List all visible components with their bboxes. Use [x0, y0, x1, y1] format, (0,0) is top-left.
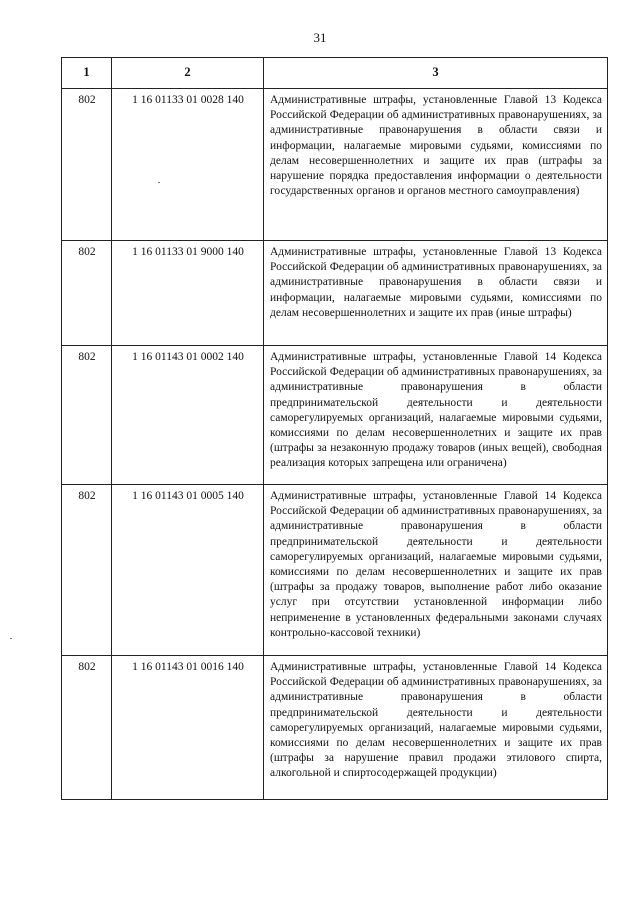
admin-code-cell: 802 — [62, 241, 112, 346]
table-header-row — [62, 58, 608, 89]
table-row — [62, 656, 608, 800]
admin-code-cell: 802 — [62, 656, 112, 800]
description-cell: Административные штрафы, установленные Главой 13 Кодекса Российской Федерации об административных правонарушениях, за административные правонарушения в области связи и информации, налагаемые мировыми судьями, комиссиями по делам несовершеннолетних и защите их прав (штрафы за нарушение порядка предоставления информации о деятельности государственных органов и органов местного самоуправления) — [264, 89, 608, 241]
description-cell: Административные штрафы, установленные Главой 14 Кодекса Российской Федерации об административных правонарушениях, за административные правонарушения в области предпринимательской деятельности и деятельности саморегулируемых организаций, налагаемые мировыми судьями, комиссиями по делам несовершеннолетних и защите их прав (штрафы за незаконную продажу товаров (иных вещей), свободная реализация которых запрещена или ограничена) — [264, 346, 608, 485]
scan-speck — [10, 638, 12, 639]
budget-code-cell: 1 16 01143 01 0016 140 — [112, 656, 264, 800]
column-header-2: 2 — [112, 58, 264, 89]
table-row — [62, 89, 608, 241]
admin-code-cell: 802 — [62, 346, 112, 485]
description-cell: Административные штрафы, установленные Главой 13 Кодекса Российской Федерации об административных правонарушениях, за административные правонарушения в области связи и информации, налагаемые мировыми судьями, комиссиями по делам несовершеннолетних и защите их прав (иные штрафы) — [264, 241, 608, 346]
budget-code-cell: 1 16 01133 01 9000 140 — [112, 241, 264, 346]
budget-code-cell: 1 16 01133 01 0028 140 — [112, 89, 264, 241]
admin-code-cell: 802 — [62, 485, 112, 656]
table-row — [62, 485, 608, 656]
page-number: 31 — [313, 30, 327, 45]
table-row — [62, 346, 608, 485]
budget-code-cell: 1 16 01143 01 0005 140 — [112, 485, 264, 656]
budget-codes-table — [61, 57, 608, 800]
scan-speck — [158, 182, 160, 183]
admin-code-cell: 802 — [62, 89, 112, 241]
column-header-1: 1 — [62, 58, 112, 89]
description-cell: Административные штрафы, установленные Главой 14 Кодекса Российской Федерации об административных правонарушениях, за административные правонарушения в области предпринимательской деятельности и деятельности саморегулируемых организаций, налагаемые мировыми судьями, комиссиями по делам несовершеннолетних и защите их прав (штрафы за нарушение правил продажи этилового спирта, алкогольной и спиртосодержащей продукции) — [264, 656, 608, 800]
description-cell: Административные штрафы, установленные Главой 14 Кодекса Российской Федерации об административных правонарушениях, за административные правонарушения в области предпринимательской деятельности и деятельности саморегулируемых организаций, налагаемые мировыми судьями, комиссиями по делам несовершеннолетних и защите их прав (штрафы за продажу товаров, выполнение работ либо оказание услуг при отсутствии установленной информации либо неприменение в установленных федеральными законами случаях контрольно-кассовой техники) — [264, 485, 608, 656]
column-header-3: 3 — [264, 58, 608, 89]
table-row — [62, 241, 608, 346]
budget-code-cell: 1 16 01143 01 0002 140 — [112, 346, 264, 485]
